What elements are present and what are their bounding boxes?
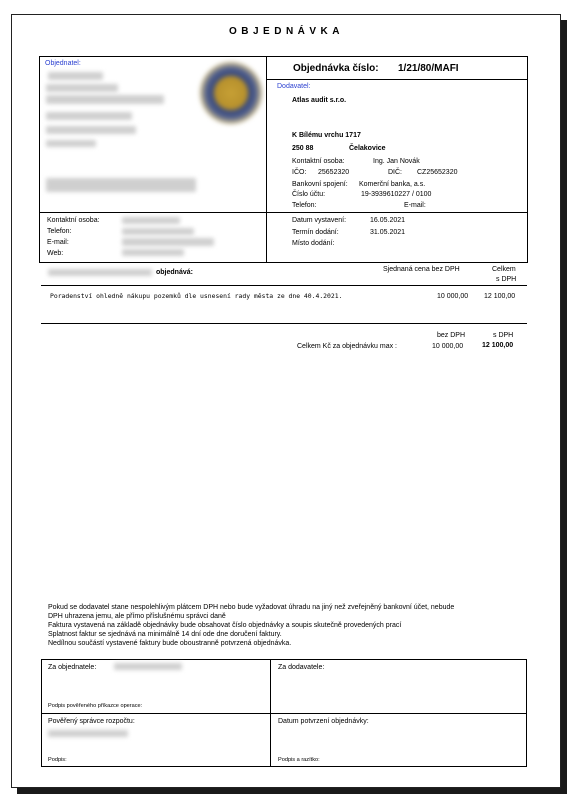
date-issued-value: 16.05.2021 xyxy=(370,217,406,224)
sign-budget-label: Pověřený správce rozpočtu: xyxy=(48,718,135,725)
supplier-dic-value: CZ25652320 xyxy=(417,169,458,176)
orders-suffix: objednává: xyxy=(156,269,193,276)
totals-label: Celkem Kč za objednávku max : xyxy=(297,343,397,350)
document-title: OBJEDNÁVKA xyxy=(228,26,344,37)
sign-buyer-label: Za objednatele: xyxy=(48,664,97,671)
buyer-address-redacted xyxy=(46,84,118,92)
sign-buyer-name-redacted xyxy=(114,663,182,670)
col-total-header-2: s DPH xyxy=(496,276,517,283)
sign-budget-caption: Podpis: xyxy=(48,757,67,763)
buyer-contact-redacted xyxy=(122,217,180,224)
supplier-contact-label: Kontaktní osoba: xyxy=(292,158,345,165)
buyer-address-redacted-2 xyxy=(46,95,164,104)
col-net-header: Sjednaná cena bez DPH xyxy=(383,266,460,273)
buyer-email-redacted xyxy=(122,238,214,246)
buyer-bank-redacted xyxy=(46,178,196,192)
buyer-web-redacted xyxy=(122,249,184,256)
order-number-divider xyxy=(266,79,528,80)
header-divider-horizontal xyxy=(39,212,528,213)
item-total: 12 100,00 xyxy=(484,293,516,300)
buyer-email-label: E-mail: xyxy=(47,239,69,246)
items-header-line xyxy=(41,285,527,286)
buyer-phone-label: Telefon: xyxy=(47,228,72,235)
totals-col-net: bez DPH xyxy=(437,332,466,339)
supplier-account-value: 19-3939610227 / 0100 xyxy=(361,191,432,198)
col-total-header-1: Celkem xyxy=(492,266,516,273)
sign-budget-name-redacted xyxy=(48,730,128,737)
note-line: DPH uhrazena jemu, ale přímo příslušnému správci daně xyxy=(48,613,226,620)
sign-confirm-caption: Podpis a razítko: xyxy=(278,757,320,763)
date-delivery-label: Termín dodání: xyxy=(292,229,339,236)
supplier-email-label: E-mail: xyxy=(404,202,426,209)
supplier-street: K Bílému vrchu 1717 xyxy=(292,132,361,139)
supplier-zip: 250 88 xyxy=(292,145,314,152)
note-line: Faktura vystavená na základě objednávky bude obsahovat číslo objednávky a soupis skutečně provedených prací xyxy=(48,622,402,629)
sign-buyer-caption: Podpis pověřeného příkazce operace: xyxy=(48,703,143,709)
buyer-label: Objednatel: xyxy=(45,60,81,67)
date-delivery-value: 31.05.2021 xyxy=(370,229,406,236)
supplier-ico-label: IČO: xyxy=(292,169,307,176)
buyer-seal-logo xyxy=(200,62,262,124)
note-line: Splatnost faktur se sjednává na minimálně 14 dní ode dne doručení faktury. xyxy=(48,631,282,638)
sign-confirm-label: Datum potvrzení objednávky: xyxy=(278,718,369,725)
buyer-phone-redacted xyxy=(122,228,194,235)
totals-line xyxy=(41,323,527,324)
signature-divider-horizontal xyxy=(41,713,527,714)
supplier-bank-label: Bankovní spojení: xyxy=(292,181,348,188)
sign-supplier-label: Za dodavatele: xyxy=(278,664,325,671)
totals-total: 12 100,00 xyxy=(482,342,514,349)
buyer-address-redacted-4 xyxy=(46,126,136,134)
buyer-contact-label: Kontaktní osoba: xyxy=(47,217,100,224)
supplier-name: Atlas audit s.r.o. xyxy=(292,97,347,104)
item-net: 10 000,00 xyxy=(437,293,469,300)
note-line: Nedílnou součástí vystavené faktury bude oboustranně potvrzená objednávka. xyxy=(48,640,292,647)
order-number: 1/21/80/MAFI xyxy=(398,63,459,74)
supplier-label: Dodavatel: xyxy=(277,83,311,90)
supplier-city: Čelakovice xyxy=(349,145,386,152)
supplier-contact-value: Ing. Jan Novák xyxy=(373,158,420,165)
note-line: Pokud se dodavatel stane nespolehlivým plátcem DPH nebo bude vyžadovat úhradu na jiný než zveřejněný bankovní účet, nebude xyxy=(48,604,455,611)
supplier-phone-label: Telefon: xyxy=(292,202,317,209)
buyer-short-name-redacted xyxy=(48,269,152,276)
date-issued-label: Datum vystavení: xyxy=(292,217,347,224)
buyer-web-label: Web: xyxy=(47,250,64,257)
item-description: Poradenství ohledně nákupu pozemků dle usnesení rady města ze dne 40.4.2021. xyxy=(50,292,343,300)
supplier-ico-value: 25652320 xyxy=(318,169,350,176)
header-divider-vertical xyxy=(266,56,267,263)
supplier-dic-label: DIČ: xyxy=(388,169,402,176)
order-number-label: Objednávka číslo: xyxy=(293,63,379,74)
supplier-account-label: Číslo účtu: xyxy=(292,191,326,198)
buyer-address-redacted-3 xyxy=(46,112,132,120)
buyer-id-redacted xyxy=(46,140,96,147)
supplier-bank-value: Komerční banka, a.s. xyxy=(359,181,426,188)
totals-net: 10 000,00 xyxy=(432,343,464,350)
place-label: Místo dodání: xyxy=(292,240,335,247)
totals-col-total: s DPH xyxy=(493,332,514,339)
buyer-name-redacted xyxy=(48,72,103,80)
